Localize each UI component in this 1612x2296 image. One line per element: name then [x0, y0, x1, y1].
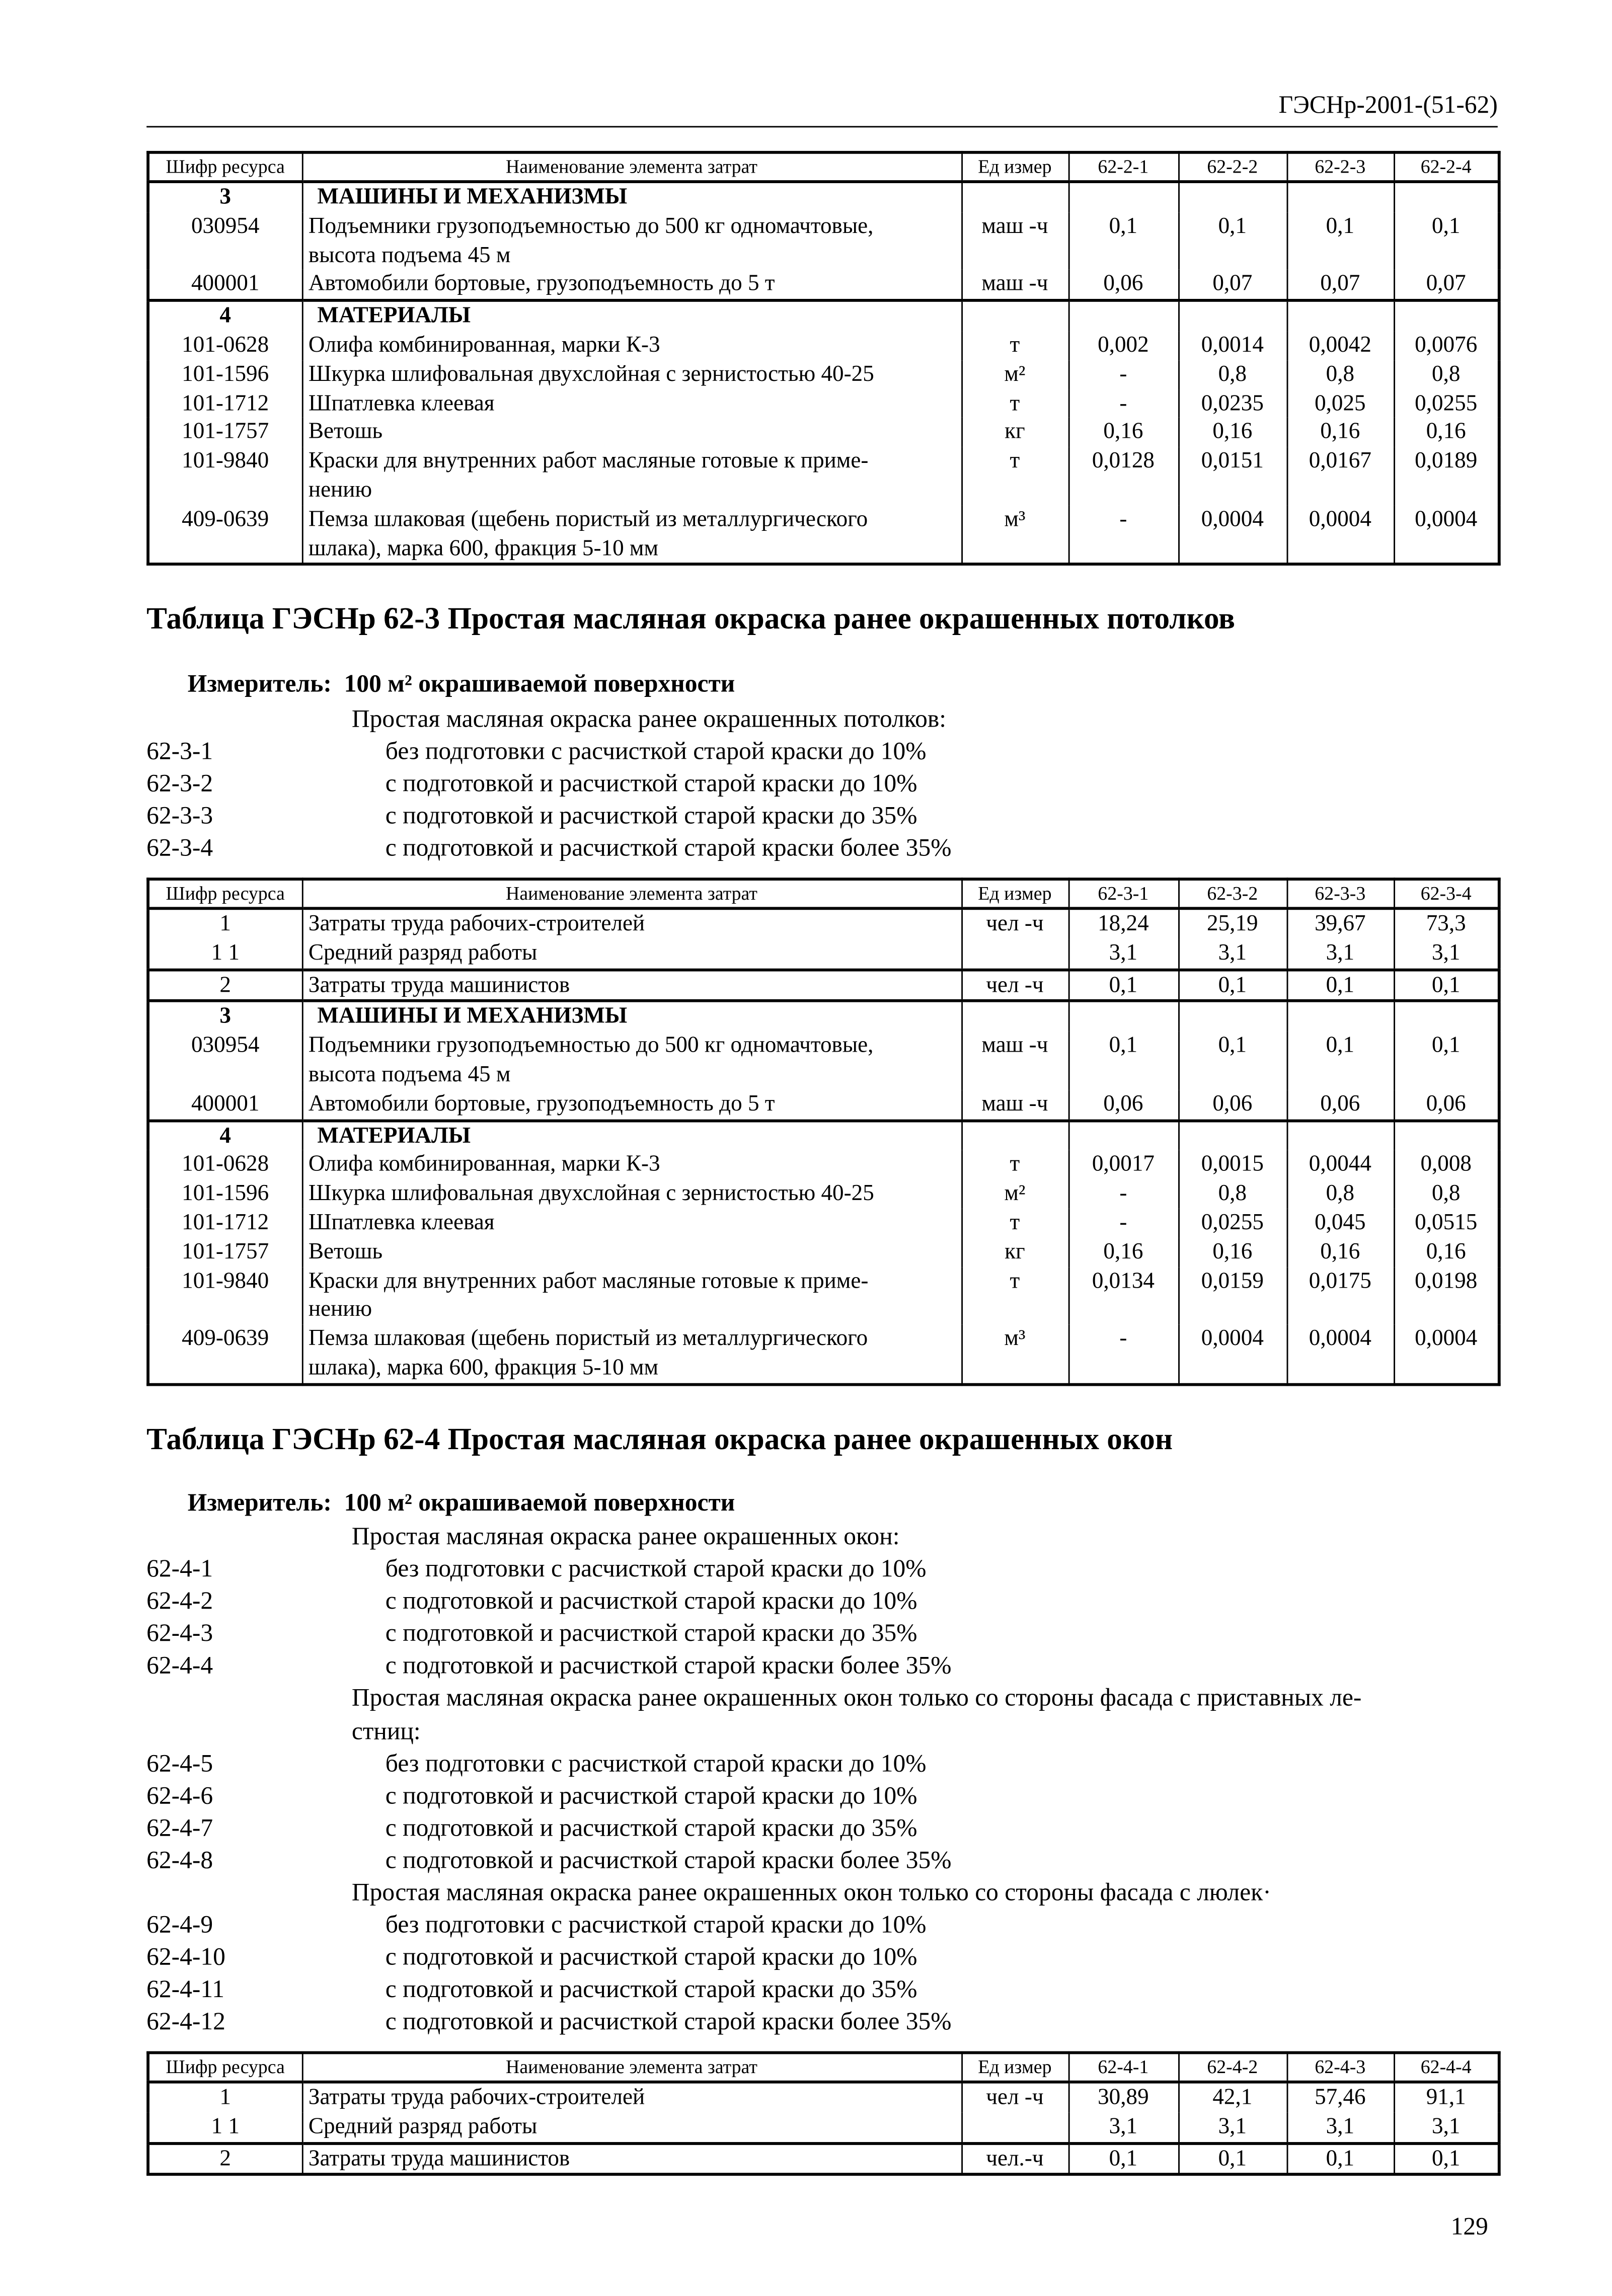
norm-value: 0,0198 — [1394, 1266, 1499, 1324]
table-row — [148, 1266, 1499, 1324]
unit: т — [961, 331, 1068, 360]
norm-value: 3,1 — [1178, 939, 1286, 970]
header-norm-code: 62-3-4 — [1394, 879, 1499, 908]
norm-value: 0,8 — [1178, 360, 1286, 389]
table-row — [148, 212, 1499, 270]
norm-value: 0,16 — [1394, 418, 1499, 447]
table-header-row — [148, 152, 1499, 182]
resource-name: Краски для внутренних работ масляные готовые к приме- нению — [302, 447, 961, 505]
resource-code: 101-9840 — [148, 1266, 302, 1324]
norm-value: 18,24 — [1068, 908, 1178, 939]
norm-value: 0,0017 — [1068, 1151, 1178, 1180]
item-list-62-4 — [146, 1521, 1524, 2038]
header-norm-code: 62-4-4 — [1394, 2052, 1499, 2082]
norm-value: 3,1 — [1287, 2112, 1394, 2143]
norm-value: 73,3 — [1394, 908, 1499, 939]
list-intro: Простая масляная окраска ранее окрашенных окон только со стороны фасада с люлек· — [351, 1878, 1271, 1907]
table-row — [148, 939, 1499, 970]
norm-value: 0,0042 — [1287, 331, 1394, 360]
norm-value: 0,1 — [1068, 2143, 1178, 2175]
norm-value: 0,1 — [1287, 212, 1394, 270]
norm-value: 0,0015 — [1178, 1151, 1286, 1180]
norm-value: 0,16 — [1178, 418, 1286, 447]
norm-value: 0,1 — [1394, 969, 1499, 1001]
header-norm-code: 62-4-1 — [1068, 2052, 1178, 2082]
norm-value — [1394, 1120, 1499, 1151]
page-number: 129 — [1450, 2212, 1488, 2241]
resource-name: Средний разряд работы — [302, 2112, 961, 2143]
norm-value: 0,16 — [1068, 1238, 1178, 1267]
unit: м² — [961, 1179, 1068, 1209]
table-row — [148, 1090, 1499, 1121]
resource-code: 030954 — [148, 212, 302, 270]
norm-value: - — [1068, 389, 1178, 418]
unit: т — [961, 1266, 1068, 1324]
resource-name: Автомобили бортовые, грузоподъемность до 5 т — [302, 1090, 961, 1121]
norm-value: 0,8 — [1287, 1179, 1394, 1209]
header-norm-code: 62-3-1 — [1068, 879, 1178, 908]
norm-value: 0,06 — [1068, 1090, 1178, 1121]
norm-value: 0,16 — [1178, 1238, 1286, 1267]
table-row — [148, 2143, 1499, 2175]
table-row — [148, 182, 1499, 212]
item-text: с подготовкой и расчисткой старой краски до 35% — [385, 1975, 917, 2004]
norm-value: 0,0167 — [1287, 447, 1394, 505]
item-text: с подготовкой и расчисткой старой краски более 35% — [385, 1651, 952, 1680]
header-code: Шифр ресурса — [148, 2052, 302, 2082]
table-row — [148, 447, 1499, 505]
resource-code: 3 — [148, 1001, 302, 1032]
header-code: Шифр ресурса — [148, 152, 302, 182]
table-row — [148, 331, 1499, 360]
table-row — [148, 418, 1499, 447]
resource-name: Подъемники грузоподъемностью до 500 кг одномачтовые, высота подъема 45 м — [302, 1032, 961, 1089]
norm-value: 0,0255 — [1178, 1209, 1286, 1238]
table-row — [148, 360, 1499, 389]
norm-value: 0,1 — [1178, 1032, 1286, 1089]
resource-name: Средний разряд работы — [302, 939, 961, 970]
norm-value: 3,1 — [1068, 2112, 1178, 2143]
norm-value: 0,0151 — [1178, 447, 1286, 505]
norm-value: 0,06 — [1178, 1090, 1286, 1121]
norm-value: 42,1 — [1178, 2082, 1286, 2113]
norm-value: 30,89 — [1068, 2082, 1178, 2113]
norm-value: 0,06 — [1068, 270, 1178, 301]
unit — [961, 2112, 1068, 2143]
resource-name: МАШИНЫ И МЕХАНИЗМЫ — [302, 1001, 961, 1032]
section-title-62-4: Таблица ГЭСНр 62-4 Простая масляная окраска ранее окрашенных окон — [146, 1421, 1173, 1457]
norm-value: 0,0515 — [1394, 1209, 1499, 1238]
running-header: ГЭСНр-2001-(51-62) — [146, 91, 1498, 128]
measure-line-62-4 — [188, 1488, 735, 1518]
resource-table-62-3 — [146, 878, 1501, 1386]
resource-code: 101-0628 — [148, 1151, 302, 1180]
resource-name: Шпатлевка клеевая — [302, 389, 961, 418]
item-code: 62-4-6 — [146, 1781, 213, 1809]
table-header-row — [148, 879, 1499, 908]
table-row — [148, 969, 1499, 1001]
list-item — [146, 736, 1524, 768]
norm-value: 0,0004 — [1394, 1325, 1499, 1384]
list-intro: Простая масляная окраска ранее окрашенных окон только со стороны фасада с приставных ле- стниц: — [351, 1684, 1362, 1745]
item-text: без подготовки с расчисткой старой краски до 10% — [385, 737, 927, 765]
norm-value: 0,0076 — [1394, 331, 1499, 360]
norm-value: 0,06 — [1287, 1090, 1394, 1121]
resource-code: 4 — [148, 1120, 302, 1151]
norm-value: 0,16 — [1394, 1238, 1499, 1267]
table-row — [148, 1238, 1499, 1267]
measure-label: Измеритель: — [187, 1488, 332, 1517]
norm-value: 0,1 — [1068, 969, 1178, 1001]
item-text: с подготовкой и расчисткой старой краски до 35% — [385, 1619, 917, 1647]
header-name: Наименование элемента затрат — [302, 152, 961, 182]
item-text: без подготовки с расчисткой старой краски до 10% — [385, 1749, 927, 1777]
item-code: 62-4-10 — [146, 1943, 225, 1971]
norm-value: - — [1068, 1179, 1178, 1209]
item-text: с подготовкой и расчисткой старой краски более 35% — [385, 834, 952, 862]
norm-value: 0,16 — [1287, 1238, 1394, 1267]
resource-name: Автомобили бортовые, грузоподъемность до 5 т — [302, 270, 961, 301]
item-code: 62-4-7 — [146, 1813, 213, 1842]
unit: маш -ч — [961, 212, 1068, 270]
unit: кг — [961, 1238, 1068, 1267]
table-row — [148, 1179, 1499, 1209]
list-item — [146, 1618, 1524, 1650]
norm-value: 0,0235 — [1178, 389, 1286, 418]
header-code: Шифр ресурса — [148, 879, 302, 908]
item-code: 62-3-2 — [146, 769, 213, 798]
table-header-row — [148, 2052, 1499, 2082]
resource-name: МАТЕРИАЛЫ — [302, 300, 961, 331]
resource-code: 1 — [148, 908, 302, 939]
resource-code: 409-0639 — [148, 505, 302, 565]
unit: маш -ч — [961, 1032, 1068, 1089]
table-row — [148, 2112, 1499, 2143]
norm-value: 3,1 — [1178, 2112, 1286, 2143]
resource-code: 3 — [148, 182, 302, 212]
header-norm-code: 62-2-4 — [1394, 152, 1499, 182]
resource-name: Краски для внутренних работ масляные готовые к приме- нению — [302, 1266, 961, 1324]
list-item — [146, 1909, 1524, 1941]
norm-value: 0,8 — [1178, 1179, 1286, 1209]
item-code: 62-4-4 — [146, 1651, 213, 1680]
unit: чел.-ч — [961, 2143, 1068, 2175]
unit — [961, 1001, 1068, 1032]
resource-code: 1 — [148, 2082, 302, 2113]
unit — [961, 182, 1068, 212]
item-code: 62-3-4 — [146, 834, 213, 862]
item-code: 62-4-11 — [146, 1975, 225, 2004]
item-code: 62-4-5 — [146, 1749, 213, 1777]
unit: чел -ч — [961, 908, 1068, 939]
item-code: 62-4-3 — [146, 1619, 213, 1647]
header-name: Наименование элемента затрат — [302, 879, 961, 908]
norm-value: 0,0004 — [1287, 505, 1394, 565]
table-row — [148, 1151, 1499, 1180]
norm-value: 0,0128 — [1068, 447, 1178, 505]
table-row — [148, 270, 1499, 301]
norm-value — [1178, 182, 1286, 212]
resource-name: Пемза шлаковая (щебень пористый из металлургического шлака), марка 600, фракция 5-10 мм — [302, 505, 961, 565]
list-item — [146, 1974, 1524, 2006]
norm-value — [1178, 300, 1286, 331]
header-norm-code: 62-4-3 — [1287, 2052, 1394, 2082]
unit — [961, 300, 1068, 331]
norm-value: 91,1 — [1394, 2082, 1499, 2113]
norm-value: - — [1068, 505, 1178, 565]
norm-value: 0,1 — [1178, 969, 1286, 1001]
norm-value: 25,19 — [1178, 908, 1286, 939]
norm-value: 3,1 — [1068, 939, 1178, 970]
list-item — [146, 1553, 1524, 1586]
header-unit: Ед измер — [961, 152, 1068, 182]
resource-name: Шкурка шлифовальная двухслойная с зернистостью 40-25 — [302, 1179, 961, 1209]
norm-value: 0,1 — [1287, 1032, 1394, 1089]
norm-value — [1287, 300, 1394, 331]
norm-value: 0,0175 — [1287, 1266, 1394, 1324]
item-text: без подготовки с расчисткой старой краски до 10% — [385, 1554, 927, 1583]
resource-name: Олифа комбинированная, марки К-3 — [302, 1151, 961, 1180]
resource-code: 101-1712 — [148, 389, 302, 418]
norm-value: 0,1 — [1068, 1032, 1178, 1089]
norm-value: - — [1068, 360, 1178, 389]
resource-name: Ветошь — [302, 1238, 961, 1267]
norm-value: 0,8 — [1394, 1179, 1499, 1209]
norm-value: 0,1 — [1394, 212, 1499, 270]
table-row — [148, 300, 1499, 331]
resource-name: Олифа комбинированная, марки К-3 — [302, 331, 961, 360]
unit: т — [961, 1209, 1068, 1238]
list-item — [146, 1650, 1524, 1683]
norm-value: 0,16 — [1068, 418, 1178, 447]
norm-value — [1178, 1120, 1286, 1151]
norm-value — [1287, 1120, 1394, 1151]
resource-name: Затраты труда рабочих-строителей — [302, 908, 961, 939]
unit: т — [961, 389, 1068, 418]
item-text: с подготовкой и расчисткой старой краски более 35% — [385, 2008, 952, 2036]
resource-name: Затраты труда машинистов — [302, 2143, 961, 2175]
measure-label: Измеритель: — [187, 669, 332, 698]
resource-code: 2 — [148, 969, 302, 1001]
norm-value: - — [1068, 1325, 1178, 1384]
resource-code: 101-1757 — [148, 418, 302, 447]
item-code: 62-4-2 — [146, 1587, 213, 1615]
table-row — [148, 1001, 1499, 1032]
norm-value: 0,0004 — [1178, 1325, 1286, 1384]
norm-value: 0,0014 — [1178, 331, 1286, 360]
measure-value: 100 м² окрашиваемой поверхности — [344, 669, 735, 698]
unit: м² — [961, 360, 1068, 389]
resource-code: 101-1596 — [148, 1179, 302, 1209]
item-text: с подготовкой и расчисткой старой краски более 35% — [385, 1846, 952, 1874]
norm-value: 0,1 — [1178, 2143, 1286, 2175]
list-item — [146, 801, 1524, 833]
table-row — [148, 2082, 1499, 2113]
norm-value: 0,1 — [1394, 2143, 1499, 2175]
norm-value — [1068, 1120, 1178, 1151]
list-item — [146, 768, 1524, 800]
norm-value: 0,8 — [1287, 360, 1394, 389]
norm-value — [1178, 1001, 1286, 1032]
unit: чел -ч — [961, 2082, 1068, 2113]
item-code: 62-4-9 — [146, 1911, 213, 1939]
header-unit: Ед измер — [961, 879, 1068, 908]
norm-value: 0,0004 — [1178, 505, 1286, 565]
resource-name: Ветошь — [302, 418, 961, 447]
table-row — [148, 1032, 1499, 1089]
norm-value: 0,008 — [1394, 1151, 1499, 1180]
norm-value: 0,1 — [1068, 212, 1178, 270]
norm-value: 0,07 — [1394, 270, 1499, 301]
resource-code: 4 — [148, 300, 302, 331]
norm-value — [1394, 1001, 1499, 1032]
resource-table-62-4 — [146, 2051, 1501, 2177]
norm-value: 0,0004 — [1287, 1325, 1394, 1384]
resource-code: 101-1712 — [148, 1209, 302, 1238]
unit: маш -ч — [961, 1090, 1068, 1121]
norm-value — [1068, 1001, 1178, 1032]
norm-value: 0,1 — [1287, 2143, 1394, 2175]
item-text: с подготовкой и расчисткой старой краски до 10% — [385, 769, 917, 798]
resource-code: 2 — [148, 2143, 302, 2175]
item-code: 62-4-8 — [146, 1846, 213, 1874]
list-intro: Простая масляная окраска ранее окрашенных потолков: — [351, 704, 947, 733]
norm-value: 0,8 — [1394, 360, 1499, 389]
table-row — [148, 1209, 1499, 1238]
resource-code: 409-0639 — [148, 1325, 302, 1384]
unit: т — [961, 447, 1068, 505]
item-text: с подготовкой и расчисткой старой краски до 10% — [385, 1943, 917, 1971]
resource-code: 400001 — [148, 270, 302, 301]
norm-value: - — [1068, 1209, 1178, 1238]
resource-table-62-2 — [146, 151, 1501, 566]
unit: т — [961, 1151, 1068, 1180]
header-norm-code: 62-3-3 — [1287, 879, 1394, 908]
list-item — [146, 1586, 1524, 1618]
norm-value: 0,0189 — [1394, 447, 1499, 505]
header-norm-code: 62-3-2 — [1178, 879, 1286, 908]
norm-value: 0,0004 — [1394, 505, 1499, 565]
item-code: 62-4-12 — [146, 2008, 225, 2036]
resource-name: Затраты труда рабочих-строителей — [302, 2082, 961, 2113]
list-item — [146, 1748, 1524, 1780]
unit: м³ — [961, 505, 1068, 565]
norm-value — [1068, 182, 1178, 212]
resource-name: Шпатлевка клеевая — [302, 1209, 961, 1238]
resource-code: 1 1 — [148, 939, 302, 970]
norm-value: 0,07 — [1178, 270, 1286, 301]
norm-value: 3,1 — [1394, 2112, 1499, 2143]
unit: м³ — [961, 1325, 1068, 1384]
unit: чел -ч — [961, 969, 1068, 1001]
resource-name: Подъемники грузоподъемностью до 500 кг одномачтовые, высота подъема 45 м — [302, 212, 961, 270]
resource-code: 101-1757 — [148, 1238, 302, 1267]
resource-name: Пемза шлаковая (щебень пористый из металлургического шлака), марка 600, фракция 5-10 мм — [302, 1325, 961, 1384]
norm-value: 0,025 — [1287, 389, 1394, 418]
norm-value: 0,0134 — [1068, 1266, 1178, 1324]
norm-value — [1287, 1001, 1394, 1032]
unit — [961, 1120, 1068, 1151]
norm-value — [1394, 300, 1499, 331]
norm-value — [1394, 182, 1499, 212]
measure-line-62-3 — [188, 670, 735, 699]
resource-name: Затраты труда машинистов — [302, 969, 961, 1001]
norm-value: 0,1 — [1287, 969, 1394, 1001]
table-row — [148, 908, 1499, 939]
header-norm-code: 62-2-1 — [1068, 152, 1178, 182]
list-item — [146, 1780, 1524, 1812]
list-intro: Простая масляная окраска ранее окрашенных окон: — [351, 1522, 900, 1550]
item-code: 62-3-3 — [146, 802, 213, 830]
resource-name: Шкурка шлифовальная двухслойная с зернистостью 40-25 — [302, 360, 961, 389]
item-text: с подготовкой и расчисткой старой краски до 10% — [385, 1587, 917, 1615]
list-item — [146, 1812, 1524, 1844]
item-text: с подготовкой и расчисткой старой краски до 35% — [385, 1813, 917, 1842]
norm-value: 0,16 — [1287, 418, 1394, 447]
resource-code: 101-0628 — [148, 331, 302, 360]
unit: маш -ч — [961, 270, 1068, 301]
norm-value: 0,002 — [1068, 331, 1178, 360]
norm-value: 3,1 — [1394, 939, 1499, 970]
header-name: Наименование элемента затрат — [302, 2052, 961, 2082]
norm-value: 0,045 — [1287, 1209, 1394, 1238]
resource-code: 101-9840 — [148, 447, 302, 505]
unit: кг — [961, 418, 1068, 447]
resource-name: МАШИНЫ И МЕХАНИЗМЫ — [302, 182, 961, 212]
norm-value — [1287, 182, 1394, 212]
resource-code: 400001 — [148, 1090, 302, 1121]
resource-code: 1 1 — [148, 2112, 302, 2143]
item-list-62-3 — [146, 703, 1524, 865]
norm-value: 57,46 — [1287, 2082, 1394, 2113]
table-row — [148, 505, 1499, 565]
item-text: без подготовки с расчисткой старой краски до 10% — [385, 1911, 927, 1939]
measure-value: 100 м² окрашиваемой поверхности — [344, 1488, 735, 1517]
table-row — [148, 389, 1499, 418]
resource-code: 030954 — [148, 1032, 302, 1089]
section-title-62-3: Таблица ГЭСНр 62-3 Простая масляная окраска ранее окрашенных потолков — [146, 600, 1236, 636]
norm-value: 39,67 — [1287, 908, 1394, 939]
item-code: 62-3-1 — [146, 737, 213, 765]
unit — [961, 939, 1068, 970]
list-item — [146, 1942, 1524, 1974]
header-norm-code: 62-4-2 — [1178, 2052, 1286, 2082]
item-code: 62-4-1 — [146, 1554, 213, 1583]
norm-value: 3,1 — [1287, 939, 1394, 970]
list-item — [146, 2006, 1524, 2038]
list-item — [146, 1845, 1524, 1877]
item-text: с подготовкой и расчисткой старой краски до 10% — [385, 1781, 917, 1809]
norm-value: 0,07 — [1287, 270, 1394, 301]
resource-code: 101-1596 — [148, 360, 302, 389]
resource-name: МАТЕРИАЛЫ — [302, 1120, 961, 1151]
norm-value: 0,0044 — [1287, 1151, 1394, 1180]
header-norm-code: 62-2-3 — [1287, 152, 1394, 182]
norm-value: 0,1 — [1394, 1032, 1499, 1089]
item-text: с подготовкой и расчисткой старой краски до 35% — [385, 802, 917, 830]
norm-value: 0,0159 — [1178, 1266, 1286, 1324]
norm-value: 0,1 — [1178, 212, 1286, 270]
norm-value: 0,06 — [1394, 1090, 1499, 1121]
list-item — [146, 833, 1524, 865]
norm-value: 0,0255 — [1394, 389, 1499, 418]
header-norm-code: 62-2-2 — [1178, 152, 1286, 182]
table-row — [148, 1325, 1499, 1384]
header-unit: Ед измер — [961, 2052, 1068, 2082]
table-row — [148, 1120, 1499, 1151]
norm-value — [1068, 300, 1178, 331]
